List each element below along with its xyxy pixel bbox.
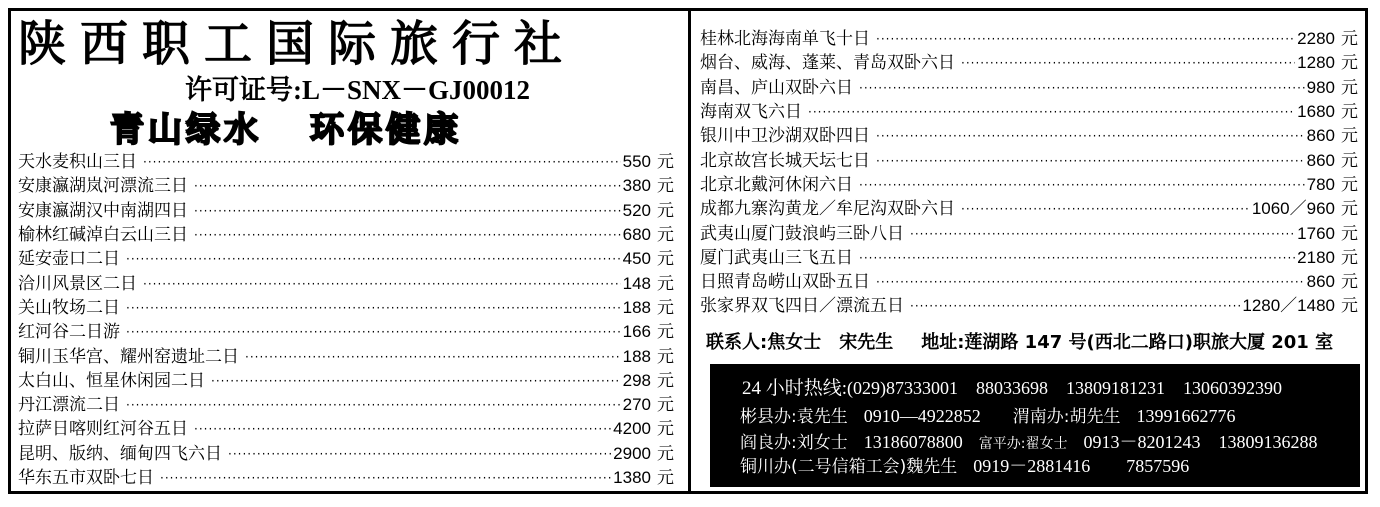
tour-row (18, 442, 674, 466)
tour-row (700, 51, 1358, 75)
price-unit: 元 (657, 176, 674, 197)
tour-name: 厦门武夷山三飞五日 (700, 247, 853, 268)
tour-name: 安康瀛湖岚河漂流三日 (18, 176, 188, 197)
tour-row (700, 27, 1358, 51)
leader-dots (876, 27, 1295, 51)
slogan-part-2: 环保健康 (310, 110, 462, 150)
tour-name: 烟台、威海、蓬莱、青岛双卧六日 (700, 53, 955, 74)
slogan-part-1: 青山绿水 (110, 110, 262, 150)
price-unit: 元 (1341, 77, 1358, 98)
weinan-phone: 13991662776 (1136, 406, 1236, 426)
leader-dots (961, 197, 1250, 221)
tour-price: 380 (622, 176, 651, 196)
price-unit: 元 (1341, 126, 1358, 147)
tour-price: 298 (622, 370, 651, 390)
tour-price: 1280 (1297, 53, 1335, 73)
tongchuan-office: 铜川办(二号信箱工会)魏先生 (740, 457, 958, 477)
tour-row (18, 223, 674, 247)
yanliang-office: 阎良办:刘女士 (740, 433, 848, 453)
tour-name: 日照青岛崂山双卧五日 (700, 272, 870, 293)
tour-price: 520 (622, 200, 651, 220)
tour-name: 桂林北海海南单飞十日 (700, 29, 870, 50)
office-line-2 (740, 430, 1317, 456)
tour-row (18, 393, 674, 417)
tour-name: 张家界双飞四日／漂流五日 (700, 296, 904, 317)
price-unit: 元 (657, 395, 674, 416)
office-line-3 (740, 454, 1189, 479)
tour-name: 安康瀛湖汉中南湖四日 (18, 200, 188, 221)
price-unit: 元 (657, 249, 674, 270)
tour-price: 860 (1306, 126, 1335, 146)
price-unit: 元 (1341, 53, 1358, 74)
tour-name: 天水麦积山三日 (18, 152, 137, 173)
weinan-office: 渭南办:胡先生 (1012, 407, 1121, 427)
tour-row (700, 100, 1358, 124)
hotline-box (710, 364, 1360, 487)
tour-price: 4200 (613, 419, 651, 439)
tour-row (700, 173, 1358, 197)
leader-dots (876, 124, 1305, 148)
price-unit: 元 (657, 370, 674, 391)
leader-dots (808, 100, 1295, 124)
tour-price: 166 (622, 322, 651, 342)
leader-dots (876, 270, 1305, 294)
tour-price: 980 (1306, 77, 1335, 97)
leader-dots (126, 296, 621, 320)
price-unit: 元 (657, 152, 674, 173)
tour-name: 太白山、恒星休闲园二日 (18, 370, 205, 391)
tour-name: 拉萨日喀则红河谷五日 (18, 419, 188, 440)
tour-name: 北京故宫长城天坛七日 (700, 150, 870, 171)
price-unit: 元 (657, 273, 674, 294)
tour-name: 华东五市双卧七日 (18, 468, 154, 488)
contact-people: 联系人:焦女士 宋先生 (706, 332, 894, 353)
column-divider (688, 8, 691, 494)
tour-row (18, 296, 674, 320)
price-unit: 元 (657, 468, 674, 488)
tour-row (700, 294, 1358, 318)
leader-dots (194, 223, 621, 247)
tour-list-left (18, 150, 674, 490)
hotline-line (742, 376, 1282, 401)
tour-price: 2180 (1297, 247, 1335, 267)
price-unit: 元 (657, 200, 674, 221)
tour-price: 450 (622, 249, 651, 269)
tour-row (700, 270, 1358, 294)
leader-dots (859, 246, 1295, 270)
price-unit: 元 (1341, 272, 1358, 293)
leader-dots (143, 150, 621, 174)
tour-price: 270 (622, 395, 651, 415)
tour-name: 丹江漂流二日 (18, 395, 120, 416)
office-line-1 (740, 404, 1235, 429)
tour-row (700, 124, 1358, 148)
leader-dots (194, 174, 621, 198)
leader-dots (160, 466, 611, 490)
tour-price: 2280 (1297, 29, 1335, 49)
hotline-label: 24 小时热线: (742, 378, 848, 399)
tour-name: 海南双飞六日 (700, 102, 802, 123)
price-unit: 元 (1341, 247, 1358, 268)
leader-dots (194, 199, 621, 223)
tour-name: 铜川玉华宫、耀州窑遗址二日 (18, 346, 239, 367)
price-unit: 元 (657, 443, 674, 464)
tour-name: 武夷山厦门鼓浪屿三卧八日 (700, 223, 904, 244)
tour-row (700, 221, 1358, 245)
tour-price: 1680 (1297, 102, 1335, 122)
yanliang-phone: 13186078800 (863, 432, 963, 452)
leader-dots (126, 320, 621, 344)
price-unit: 元 (1341, 29, 1358, 50)
fuping-office: 富平办:翟女士 (978, 436, 1068, 452)
fuping-phone: 0913－8201243 13809136288 (1083, 432, 1318, 452)
tour-row (18, 174, 674, 198)
leader-dots (194, 417, 611, 441)
leader-dots (961, 51, 1295, 75)
price-unit: 元 (1341, 174, 1358, 195)
tour-price: 550 (622, 152, 651, 172)
price-unit: 元 (1341, 199, 1358, 220)
leader-dots (245, 345, 621, 369)
tour-price: 188 (622, 297, 651, 317)
tour-price: 860 (1306, 150, 1335, 170)
tour-list-right (700, 27, 1358, 319)
tour-price: 860 (1306, 272, 1335, 292)
tour-row (18, 150, 674, 174)
leader-dots (143, 272, 621, 296)
price-unit: 元 (657, 297, 674, 318)
leader-dots (228, 442, 611, 466)
tour-row (700, 246, 1358, 270)
tour-price: 780 (1306, 174, 1335, 194)
leader-dots (876, 149, 1305, 173)
tour-price: 1380 (613, 468, 651, 487)
tour-row (18, 271, 674, 295)
tour-name: 延安壶口二日 (18, 249, 120, 270)
tour-row (18, 369, 674, 393)
tour-price: 680 (622, 225, 651, 245)
binxian-office: 彬县办:袁先生 (740, 407, 848, 427)
price-unit: 元 (657, 419, 674, 440)
tour-name: 榆林红碱淖白云山三日 (18, 225, 188, 246)
tour-name: 银川中卫沙湖双卧四日 (700, 126, 870, 147)
price-unit: 元 (657, 225, 674, 246)
agency-title: 陕西职工国际旅行社 (18, 16, 577, 72)
tour-name: 关山牧场二日 (18, 297, 120, 318)
leader-dots (910, 294, 1240, 318)
tour-name: 昆明、版纳、缅甸四飞六日 (18, 443, 222, 464)
tour-price: 1280／1480 (1242, 296, 1335, 316)
hotline-numbers: (029)87333001 88033698 13809181231 13060392390 (847, 378, 1283, 398)
tour-price: 148 (622, 273, 651, 293)
tour-price: 1060／960 (1251, 199, 1335, 219)
tour-row (18, 417, 674, 441)
leader-dots (126, 393, 621, 417)
tour-name: 红河谷二日游 (18, 322, 120, 343)
contact-address: 地址:莲湖路 147 号(西北二路口)职旅大厦 201 室 (921, 332, 1334, 353)
license-number: 许可证号:L－SNX－GJ00012 (185, 75, 531, 105)
tour-row (18, 466, 674, 490)
leader-dots (910, 222, 1295, 246)
price-unit: 元 (1341, 296, 1358, 317)
leader-dots (859, 76, 1305, 100)
tour-row (18, 320, 674, 344)
slogan (110, 108, 462, 152)
tongchuan-phone: 0919－2881416 7857596 (973, 456, 1190, 476)
tour-name: 北京北戴河休闲六日 (700, 174, 853, 195)
binxian-phone: 0910—4922852 (863, 406, 981, 426)
tour-price: 2900 (613, 443, 651, 463)
leader-dots (211, 369, 621, 393)
price-unit: 元 (1341, 150, 1358, 171)
price-unit: 元 (1341, 102, 1358, 123)
tour-name: 南昌、庐山双卧六日 (700, 77, 853, 98)
tour-row (700, 148, 1358, 172)
price-unit: 元 (1341, 223, 1358, 244)
contact-line (706, 330, 1356, 356)
tour-name: 成都九寨沟黄龙／牟尼沟双卧六日 (700, 199, 955, 220)
leader-dots (859, 173, 1305, 197)
tour-name: 洽川风景区二日 (18, 273, 137, 294)
tour-price: 1760 (1297, 223, 1335, 243)
tour-row (18, 247, 674, 271)
tour-row (700, 76, 1358, 100)
price-unit: 元 (657, 322, 674, 343)
tour-row (18, 344, 674, 368)
leader-dots (126, 247, 621, 271)
price-unit: 元 (657, 346, 674, 367)
tour-row (700, 197, 1358, 221)
tour-price: 188 (622, 346, 651, 366)
tour-row (18, 199, 674, 223)
